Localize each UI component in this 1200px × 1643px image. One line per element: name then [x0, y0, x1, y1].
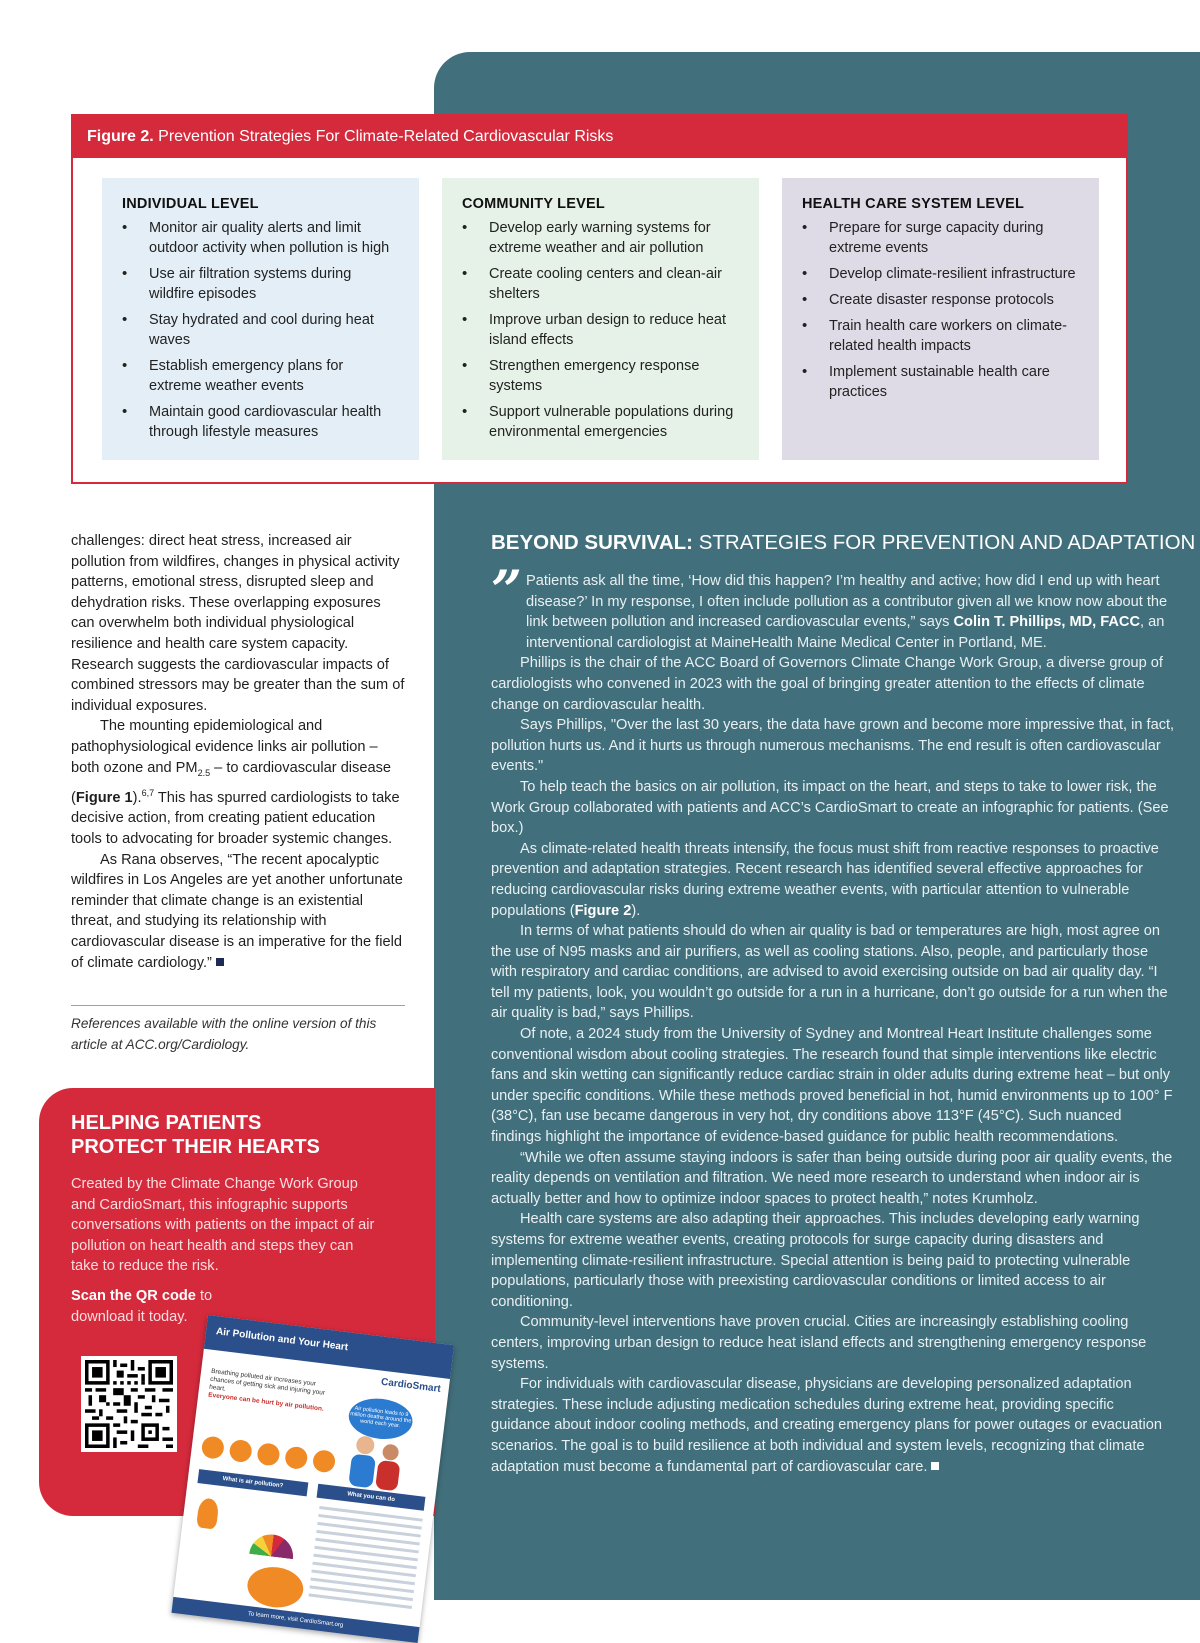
figure-title: Prevention Strategies For Climate-Related Cardiovascular Risks	[158, 128, 614, 145]
figure-2-reference: Figure 2	[574, 902, 632, 919]
health-care-system-level-column	[782, 178, 1099, 460]
text-span: As climate-related health threats intensify, the focus must shift from reactive responses to proactive prevention and adaptation strategies. Recent research has identified several effective approaches for reducing cardiovascular risks during extreme weather events, with particular attention to vulnerable populations (	[491, 840, 1159, 919]
text-span: This has spurred cardiologists to take decisive action, from creating patient education tools to advocating for broader systemic changes.	[71, 789, 400, 848]
end-mark-icon	[216, 958, 224, 966]
list-item: • Create disaster response protocols	[802, 290, 1079, 310]
right-paragraph-5	[491, 839, 1175, 921]
thumbnail-footer: To learn more, visit CardioSmart.org	[171, 1597, 419, 1643]
text-span: For individuals with cardiovascular disease, physicians are developing personalized adaptation strategies. These include adjusting medication schedules during extreme heat, providing specific guidance about indoor cooling methods, and creating emergency plans for power outages or evacuation scenarios. The goal is to build resilience at both individual and system levels, recognizing that climate adaptation must become a fundamental part of cardiovascular care.	[491, 1376, 1162, 1475]
qr-code-icon	[85, 1360, 173, 1448]
quote-mark-icon: ”	[491, 558, 523, 622]
text-span	[491, 571, 1175, 653]
right-paragraph-1	[491, 571, 1175, 653]
right-paragraph-8: “While we often assume staying indoors is safer than being outside during poor air quality events, the reality depends on ventilation and filtration. We need more research to understand when indoor air is actually better and how to optimize indoor spaces to protect health,” notes Krumholz.	[491, 1149, 1173, 1207]
speaker-name: Colin T. Phillips, MD, FACC	[953, 614, 1140, 631]
column-heading: COMMUNITY LEVEL	[462, 196, 605, 212]
figure-1-reference: Figure 1	[75, 789, 133, 806]
section-heading	[491, 530, 1196, 556]
list-item: • Implement sustainable health care practices	[802, 362, 1079, 402]
column-heading: HEALTH CARE SYSTEM LEVEL	[802, 196, 1025, 212]
sidebar-title	[71, 1111, 411, 1159]
list-item: • Monitor air quality alerts and limit outdoor activity when pollution is high	[122, 218, 399, 258]
fire-icon	[196, 1497, 220, 1529]
sidebar-title-line: PROTECT THEIR HEARTS	[71, 1136, 320, 1158]
right-paragraph-3: Says Phillips, "Over the last 30 years, the data have grown and become more impressive that, in fact, pollution hurts us. And it hurts us through numerous mechanisms. The end result is often cardiovascular events."	[491, 717, 1175, 775]
scan-rest: to download it today.	[71, 1288, 213, 1325]
left-article-column	[71, 531, 407, 973]
cardiosmart-logo: CardioSmart	[380, 1376, 442, 1395]
right-paragraph-6: In terms of what patients should do when air quality is bad or temperatures are high, most agree on the use of N95 masks and air purifiers, as well as cooling stations. Also, people, and particularly those with respiratory and cardiac conditions, are advised to avoid exercising outside on bad air quality day. “I tell my patients, look, you wouldn’t go outside for a run in a hurricane, don’t go outside for a run when the air quality is bad,” says Phillips.	[491, 923, 1168, 1022]
figure-header	[73, 116, 1126, 158]
right-paragraph-7: Of note, a 2024 study from the University of Sydney and Montreal Heart Institute challenges some conventional wisdom about cooling strategies. The research found that simple interventions like electric fans and skin wetting can significantly reduce cardiac strain in older adults during extreme heat – but only under specific conditions. While these methods proved beneficial in hot, humid environments up to 100° F (38°C), fan use became dangerous in very hot, dry conditions above 113°F (45°C). Such nuanced findings highlight the importance of evidence-based guidance for public health recommendations.	[491, 1026, 1173, 1146]
individual-level-column	[102, 178, 419, 460]
list-item: • Establish emergency plans for extreme weather events	[122, 356, 399, 396]
people-masks-illustration	[338, 1429, 414, 1493]
diabetes-icon	[312, 1449, 337, 1474]
references-note: References available with the online version of this article at ACC.org/Cardiology.	[71, 1016, 377, 1052]
figure-label: Figure 2.	[87, 128, 154, 145]
thumbnail-what-is: What is air pollution?	[197, 1469, 308, 1496]
right-paragraph-2: Phillips is the chair of the ACC Board of Governors Climate Change Work Group, a diverse group of cardiologists who convened in 2023 with the goal of bringing greater attention to the effects of climate change on cardiovascular health.	[491, 655, 1163, 713]
heart-failure-icon	[256, 1442, 281, 1467]
thumbnail-checklist	[308, 1506, 423, 1614]
text-span: Patients ask all the time, ‘How did this happen? I’m healthy and active; how did I end up with heart disease?’ In my response, I often include pollution as a contributor given all we know now about the link between pollution and increased cardiovascular events,” says	[526, 573, 1168, 631]
end-mark-icon	[931, 1462, 939, 1470]
heading-rest: STRATEGIES FOR PREVENTION AND ADAPTATION	[693, 531, 1196, 554]
text-span: – to cardiovascular disease (	[71, 759, 391, 806]
right-paragraph-10: Community-level interventions have proven crucial. Cities are increasingly establishing cooling centers, improving urban design to reduce heat island effects and strengthening emergency response systems.	[491, 1314, 1147, 1372]
list-item: • Prepare for surge capacity during extreme events	[802, 218, 1079, 258]
list-item: • Use air filtration systems during wildfire episodes	[122, 264, 399, 304]
thumbnail-header: Air Pollution and Your Heart	[204, 1315, 454, 1379]
qr-code[interactable]	[81, 1356, 177, 1452]
heading-bold: BEYOND SURVIVAL:	[491, 531, 693, 554]
citation-superscript: 6,7	[141, 788, 155, 799]
left-paragraph-3	[71, 850, 407, 974]
thumbnail-subhead: Everyone can be hurt by air pollution.	[207, 1391, 325, 1413]
strategy-list	[802, 218, 1079, 402]
sidebar-body: Created by the Climate Change Work Group and CardioSmart, this infographic supports conversations with patients on the impact of air pollution on heart health and steps they can take to reduce the risk.	[71, 1176, 375, 1275]
stroke-icon	[284, 1446, 309, 1471]
list-item: • Develop early warning systems for extreme weather and air pollution	[462, 218, 739, 258]
thumbnail-lead-text: Breathing polluted air increases your chances of getting sick and injuring your heart.	[208, 1367, 326, 1397]
list-item: • Develop climate-resilient infrastructure	[802, 264, 1079, 284]
figure-2-panel	[71, 114, 1128, 484]
list-item: • Support vulnerable populations during environmental emergencies	[462, 402, 739, 442]
list-item: • Maintain good cardiovascular health through lifestyle measures	[122, 402, 399, 442]
community-level-column	[442, 178, 759, 460]
infographic-thumbnail	[171, 1315, 454, 1643]
text-span: ).	[132, 789, 142, 806]
list-item: • Strengthen emergency response systems	[462, 356, 739, 396]
atrial-fibrillation-icon	[228, 1439, 253, 1464]
text-span: , an interventional cardiologist at MaineHealth Maine Medical Center in Portland, ME.	[526, 614, 1165, 651]
scan-bold: Scan the QR code	[71, 1288, 196, 1304]
text-span: ).	[631, 902, 641, 919]
list-item: • Improve urban design to reduce heat island effects	[462, 310, 739, 350]
list-item: • Train health care workers on climate-related health impacts	[802, 316, 1079, 356]
air-quality-gauge-icon	[249, 1532, 295, 1559]
right-paragraph-9: Health care systems are also adapting their approaches. This includes developing early warning systems for extreme weather events, creating protocols for surge capacity during disasters and implementing climate-resilient infrastructure. Special attention is being paid to protecting vulnerable populations, particularly those with preexisting cardiovascular conditions or limited access to air conditioning.	[491, 1211, 1140, 1310]
subscript: 2.5	[197, 767, 211, 778]
left-paragraph-2	[71, 716, 407, 849]
right-article-column	[491, 571, 1175, 1477]
thumbnail-lead	[208, 1368, 331, 1414]
sidebar-title-line: HELPING PATIENTS	[71, 1112, 262, 1134]
column-heading: INDIVIDUAL LEVEL	[122, 196, 259, 212]
text-span: As Rana observes, “The recent apocalyptic wildfires in Los Angeles are yet another unfortunate reminder that climate change is an existential threat, and studying its relationship with cardiovascular disease is an imperative for the field of climate cardiology.”	[71, 851, 403, 971]
list-item: • Stay hydrated and cool during heat waves	[122, 310, 399, 350]
thumbnail-stat-bubble: Air pollution leads to 9 million deaths around the world each year.	[346, 1395, 414, 1443]
right-paragraph-4: To help teach the basics on air pollution, its impact on the heart, and steps to take to lower risk, the Work Group collaborated with patients and ACC’s CardioSmart to create an infographic for patients. (See box.)	[491, 778, 1169, 837]
thumbnail-what-you-can-do: What you can do	[317, 1484, 426, 1511]
heart-attack-icon	[201, 1435, 226, 1460]
left-paragraph-1: challenges: direct heat stress, increased air pollution from wildfires, changes in physical activity patterns, emotional stress, disrupted sleep and dehydration risks. These overlapping exposures can overwhelm both individual physiological resilience and health care system capacity. Research suggests the cardiovascular impacts of combined stressors may be greater than the sum of individual exposures.	[71, 533, 405, 714]
condition-icons	[201, 1435, 337, 1473]
strategy-list	[462, 218, 739, 442]
right-paragraph-11	[491, 1374, 1175, 1477]
strategy-list	[122, 218, 399, 442]
divider	[71, 1005, 405, 1006]
text-span: The mounting epidemiological and pathophysiological evidence links air pollution – both ozone and PM	[71, 718, 378, 776]
warning-callout-icon	[245, 1564, 305, 1611]
list-item: • Create cooling centers and clean-air shelters	[462, 264, 739, 304]
